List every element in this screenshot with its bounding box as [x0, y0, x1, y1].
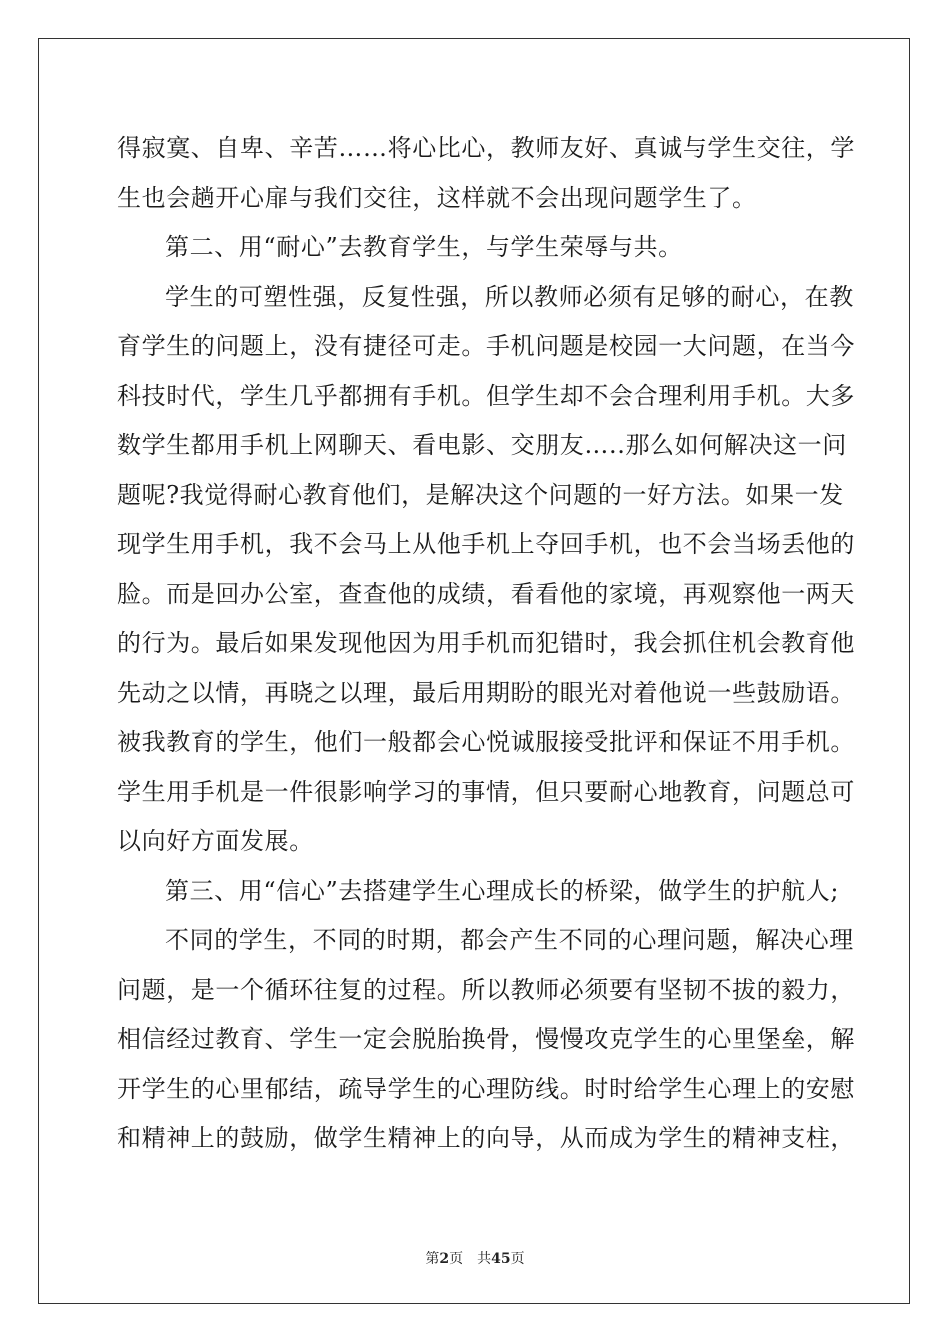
document-body: [117, 124, 855, 1164]
text-line: 开学生的心里郁结，疏导学生的心理防线。时时给学生心理上的安慰: [117, 1074, 855, 1103]
text-line: 学生的可塑性强，反复性强，所以教师必须有足够的耐心，在教: [165, 282, 854, 311]
text-line: 题呢?我觉得耐心教育他们，是解决这个问题的一好方法。如果一发: [117, 480, 844, 509]
text-line: 以向好方面发展。: [117, 827, 314, 855]
text-line: 生也会趟开心扉与我们交往，这样就不会出现问题学生了。: [117, 183, 757, 212]
text-line: 问题，是一个循环往复的过程。所以教师必须要有坚韧不拔的毅力，: [117, 975, 855, 1004]
total-suffix: 页: [510, 1251, 525, 1267]
section-heading: 第三、用“信心”去搭建学生心理成长的桥梁，做学生的护航人;: [165, 876, 840, 905]
text-line: 先动之以情，再晓之以理，最后用期盼的眼光对着他说一些鼓励语。: [117, 678, 855, 707]
text-line: 数学生都用手机上网聊天、看电影、交朋友…..那么如何解决这一问: [117, 431, 847, 459]
text-line: 的行为。最后如果发现他因为用手机而犯错时，我会抓住机会教育他: [117, 629, 855, 657]
text-line: 科技时代，学生几乎都拥有手机。但学生却不会合理利用手机。大多: [117, 381, 855, 410]
text-line: 不同的学生，不同的时期，都会产生不同的心理问题，解决心理: [165, 926, 854, 954]
page-footer: [0, 1248, 950, 1268]
text-line: 被我教育的学生，他们一般都会心悦诚服接受批评和保证不用手机。: [117, 728, 855, 756]
text-line: 现学生用手机，我不会马上从他手机上夺回手机，也不会当场丢他的: [117, 530, 855, 558]
total-pages: 45: [491, 1251, 511, 1267]
total-prefix: 共: [477, 1251, 492, 1267]
text-line: 和精神上的鼓励，做学生精神上的向导，从而成为学生的精神支柱，: [117, 1124, 855, 1152]
text-line: 育学生的问题上，没有捷径可走。手机问题是校园一大问题，在当今: [117, 332, 855, 360]
text-line: 相信经过教育、学生一定会脱胎换骨，慢慢攻克学生的心里堡垒，解: [117, 1025, 855, 1053]
page-prefix: 第: [425, 1251, 440, 1267]
text-line: 脸。而是回办公室，查查他的成绩，看看他的家境，再观察他一两天: [117, 579, 855, 608]
text-line: 得寂寞、自卑、辛苦……将心比心，教师友好、真诚与学生交往，学: [117, 134, 855, 162]
page-suffix: 页: [449, 1251, 464, 1267]
page-number: 2: [439, 1251, 450, 1267]
text-line: 学生用手机是一件很影响学习的事情，但只要耐心地教育，问题总可: [117, 777, 855, 806]
section-heading: 第二、用“耐心”去教育学生，与学生荣辱与共。: [165, 233, 683, 261]
